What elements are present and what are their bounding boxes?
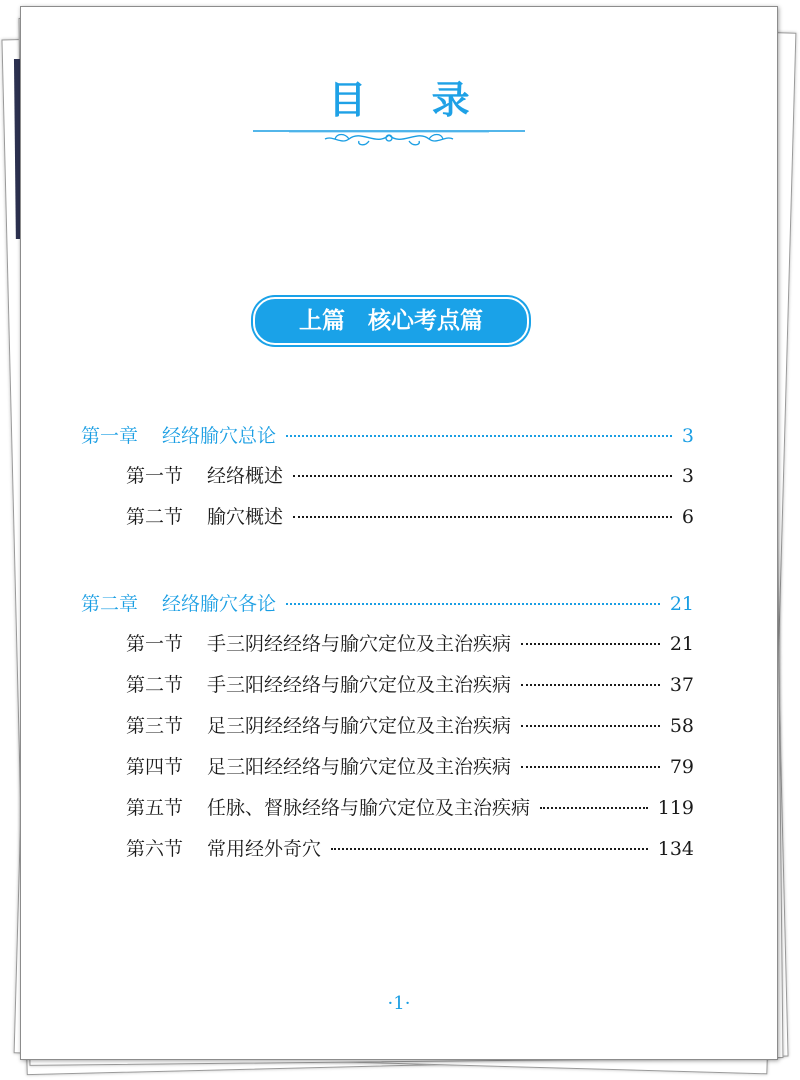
chapter-title: 经络腧穴总论: [162, 425, 277, 447]
section-title: 手三阴经经络与腧穴定位及主治疾病: [207, 633, 512, 655]
toc-section-entry[interactable]: [126, 670, 694, 697]
dot-leader: [540, 807, 648, 809]
page-number: ·1·: [387, 993, 411, 1014]
dot-leader: [331, 848, 648, 850]
toc-section-entry[interactable]: [126, 834, 694, 861]
part-heading-badge: 上篇 核心考点篇: [253, 297, 529, 345]
chapter-page-number: 21: [669, 593, 694, 615]
toc-section-entry[interactable]: [126, 793, 694, 820]
dot-leader: [286, 435, 672, 437]
section-number: 第五节: [126, 797, 184, 819]
section-page-number: 119: [657, 797, 694, 819]
toc-section-entry[interactable]: [126, 629, 694, 656]
toc-section-entry[interactable]: [126, 502, 694, 529]
toc-section-entry[interactable]: [126, 752, 694, 779]
chapter-page-number: 3: [681, 425, 694, 447]
toc-chapter-entry[interactable]: [81, 589, 694, 616]
section-page-number: 37: [669, 674, 694, 696]
section-page-number: 58: [669, 715, 694, 737]
section-number: 第六节: [126, 838, 184, 860]
dot-leader: [521, 684, 660, 686]
toc-page: [20, 6, 778, 1060]
section-title: 任脉、督脉经络与腧穴定位及主治疾病: [207, 797, 531, 819]
section-page-number: 21: [669, 633, 694, 655]
dot-leader: [286, 603, 660, 605]
section-number: 第二节: [126, 674, 184, 696]
dot-leader: [521, 766, 660, 768]
section-number: 第二节: [126, 506, 184, 528]
toc-section-entry[interactable]: [126, 711, 694, 738]
section-page-number: 6: [681, 506, 694, 528]
section-number: 第一节: [126, 465, 184, 487]
section-page-number: 79: [669, 756, 694, 778]
section-page-number: 3: [681, 465, 694, 487]
section-title: 常用经外奇穴: [207, 838, 322, 860]
chapter-number: 第一章: [81, 425, 139, 447]
section-number: 第三节: [126, 715, 184, 737]
section-title: 手三阳经经络与腧穴定位及主治疾病: [207, 674, 512, 696]
dot-leader: [521, 643, 660, 645]
section-title: 经络概述: [207, 465, 284, 487]
ornament-divider-icon: [249, 123, 529, 149]
section-title: 腧穴概述: [207, 506, 284, 528]
dot-leader: [521, 725, 660, 727]
section-title: 足三阳经经络与腧穴定位及主治疾病: [207, 756, 512, 778]
dot-leader: [293, 475, 672, 477]
chapter-number: 第二章: [81, 593, 139, 615]
toc-chapter-entry[interactable]: [81, 421, 694, 448]
dot-leader: [293, 516, 672, 518]
section-number: 第一节: [126, 633, 184, 655]
section-title: 足三阴经经络与腧穴定位及主治疾病: [207, 715, 512, 737]
page-title: 目 录: [328, 78, 496, 122]
section-page-number: 134: [657, 838, 694, 860]
toc-section-entry[interactable]: [126, 461, 694, 488]
section-number: 第四节: [126, 756, 184, 778]
chapter-title: 经络腧穴各论: [162, 593, 277, 615]
